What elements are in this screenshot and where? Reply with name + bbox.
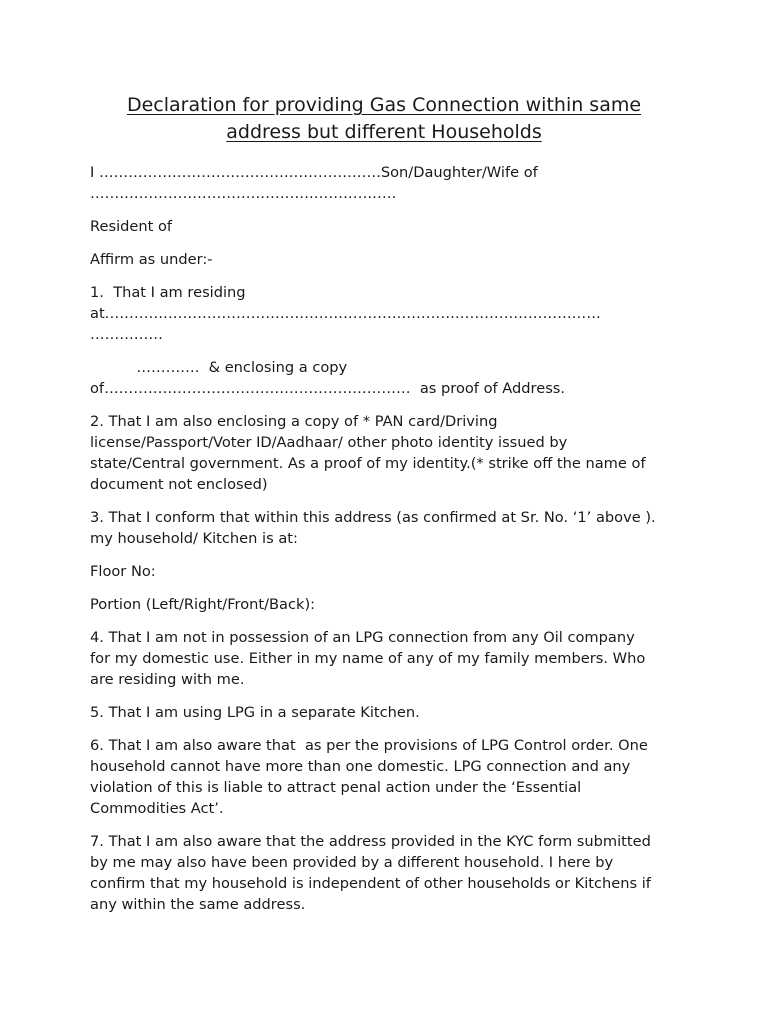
paragraph-line: I ………………………………………………….Son/Daughter/Wife of [90,164,538,181]
paragraph-line: Resident of [90,218,173,235]
paragraph-line: license/Passport/Voter ID/Aadhaar/ other photo identity issued by [90,434,568,451]
paragraph [90,162,678,204]
paragraph-line: Floor No: [90,563,156,580]
paragraph-line: 3. That I conform that within this address (as confirmed at Sr. No. ‘1’ above ). [90,509,656,526]
paragraph-line: confirm that my household is independent of other households or Kitchens if [90,875,651,892]
paragraph-line: 7. That I am also aware that the address provided in the KYC form submitted [90,833,651,850]
paragraph-line: ……………………………………………………… [90,185,397,202]
paragraph-line: 6. That I am also aware that as per the provisions of LPG Control order. One [90,737,648,754]
paragraph [90,561,678,582]
paragraph-line: by me may also have been provided by a different household. I here by [90,854,614,871]
paragraph-line: Portion (Left/Right/Front/Back): [90,596,316,613]
paragraph [90,831,678,915]
paragraph-line: any within the same address. [90,896,306,913]
paragraph-line: of……………………………………………………… as proof of Address. [90,380,566,397]
paragraph [90,735,678,819]
paragraph-line: 2. That I am also enclosing a copy of * PAN card/Driving [90,413,498,430]
paragraph [90,216,678,237]
paragraph [90,357,678,399]
paragraph-line: my household/ Kitchen is at: [90,530,298,547]
document-body [90,162,678,915]
paragraph-line: 4. That I am not in possession of an LPG connection from any Oil company [90,629,635,646]
paragraph-line: violation of this is liable to attract penal action under the ‘Essential [90,779,582,796]
paragraph-line: …………. & enclosing a copy [90,359,348,376]
paragraph-line: at………………………………………………………………………………………… [90,305,601,322]
paragraph [90,594,678,615]
paragraph-line: state/Central government. As a proof of my identity.(* strike off the name of [90,455,646,472]
paragraph-line: for my domestic use. Either in my name of any of my family members. Who [90,650,646,667]
title-line-1: Declaration for providing Gas Connection within same [126,94,642,116]
paragraph [90,249,678,270]
paragraph [90,702,678,723]
paragraph-line: are residing with me. [90,671,245,688]
paragraph-line: household cannot have more than one domestic. LPG connection and any [90,758,631,775]
paragraph [90,507,678,549]
paragraph [90,282,678,345]
paragraph-line: …………… [90,326,163,343]
paragraph-line: document not enclosed) [90,476,268,493]
paragraph-line: Affirm as under:- [90,251,213,268]
paragraph-line: Commodities Act’. [90,800,224,817]
title-line-2: address but different Households [226,121,542,143]
document-title [90,92,678,146]
paragraph-line: 5. That I am using LPG in a separate Kitchen. [90,704,420,721]
paragraph [90,627,678,690]
paragraph-line: 1. That I am residing [90,284,246,301]
paragraph [90,411,678,495]
